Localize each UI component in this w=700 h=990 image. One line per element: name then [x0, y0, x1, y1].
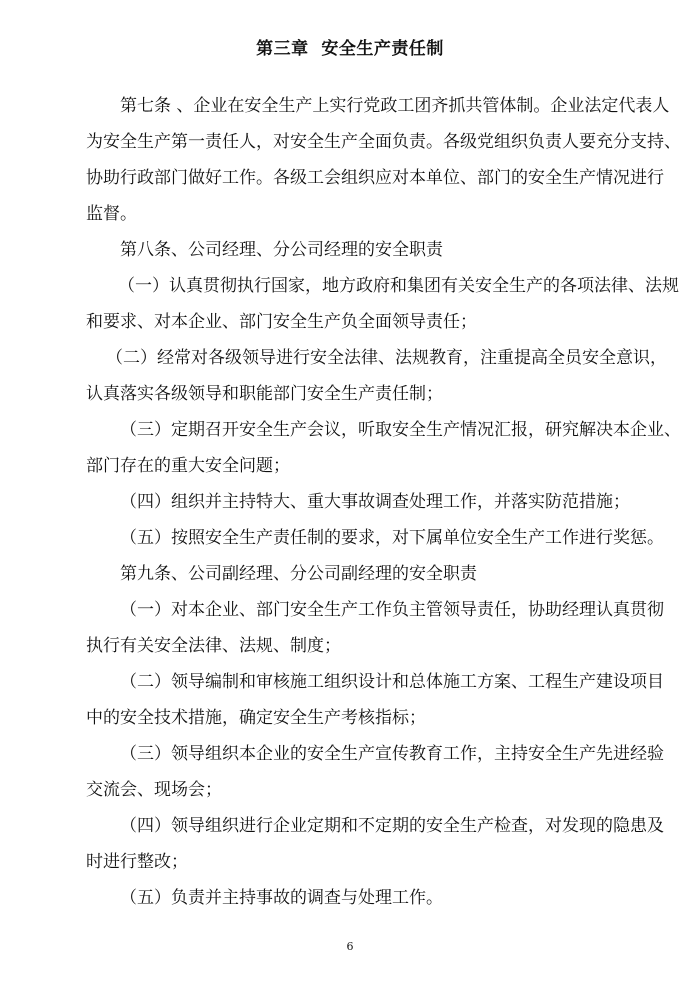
article-9-item-3-line-1: （三）领导组织本企业的安全生产宣传教育工作，主持安全生产先进经验 [120, 744, 664, 764]
article-8-item-3-line-1: （三）定期召开安全生产会议，听取安全生产情况汇报，研究解决本企业、 [120, 420, 681, 440]
article-7-line-2: 为安全生产第一责任人，对安全生产全面负责。各级党组织负责人要充分支持、 [86, 132, 681, 152]
article-8-heading: 第八条、公司经理、分公司经理的安全职责 [120, 240, 443, 260]
page-number: 6 [346, 940, 354, 953]
article-9-item-2-line-2: 中的安全技术措施，确定安全生产考核指标； [86, 708, 426, 728]
article-7-line-1: 第七条 、企业在安全生产上实行党政工团齐抓共管体制。企业法定代表人 [120, 96, 670, 116]
article-8-item-5: （五）按照安全生产责任制的要求，对下属单位安全生产工作进行奖惩。 [120, 528, 664, 548]
article-9-item-3-line-2: 交流会、现场会； [86, 780, 222, 800]
article-7-line-3: 协助行政部门做好工作。各级工会组织应对本单位、部门的安全生产情况进行 [86, 168, 664, 188]
article-9-heading: 第九条、公司副经理、分公司副经理的安全职责 [120, 564, 477, 584]
article-9-item-5: （五）负责并主持事故的调查与处理工作。 [120, 888, 443, 908]
article-9-item-2-line-1: （二）领导编制和审核施工组织设计和总体施工方案、工程生产建设项目 [120, 672, 664, 692]
article-7-line-4: 监督。 [86, 204, 137, 224]
article-8-item-2-line-1: （二）经常对各级领导进行安全法律、法规教育，注重提高全员安全意识， [106, 348, 667, 368]
chapter-title: 第三章 安全生产责任制 [256, 39, 444, 59]
article-9-item-1-line-2: 执行有关安全法律、法规、制度； [86, 636, 341, 656]
article-8-item-2-line-2: 认真落实各级领导和职能部门安全生产责任制； [86, 384, 443, 404]
article-8-item-1-line-1: （一）认真贯彻执行国家，地方政府和集团有关安全生产的各项法律、法规 [118, 276, 679, 296]
article-8-item-3-line-2: 部门存在的重大安全问题； [86, 456, 290, 476]
article-8-item-4: （四）组织并主持特大、重大事故调查处理工作，并落实防范措施； [120, 492, 630, 512]
article-9-item-1-line-1: （一）对本企业、部门安全生产工作负主管领导责任，协助经理认真贯彻 [120, 600, 664, 620]
article-9-item-4-line-2: 时进行整改； [86, 852, 188, 872]
article-8-item-1-line-2: 和要求、对本企业、部门安全生产负全面领导责任； [86, 312, 477, 332]
article-9-item-4-line-1: （四）领导组织进行企业定期和不定期的安全生产检查，对发现的隐患及 [120, 816, 664, 836]
